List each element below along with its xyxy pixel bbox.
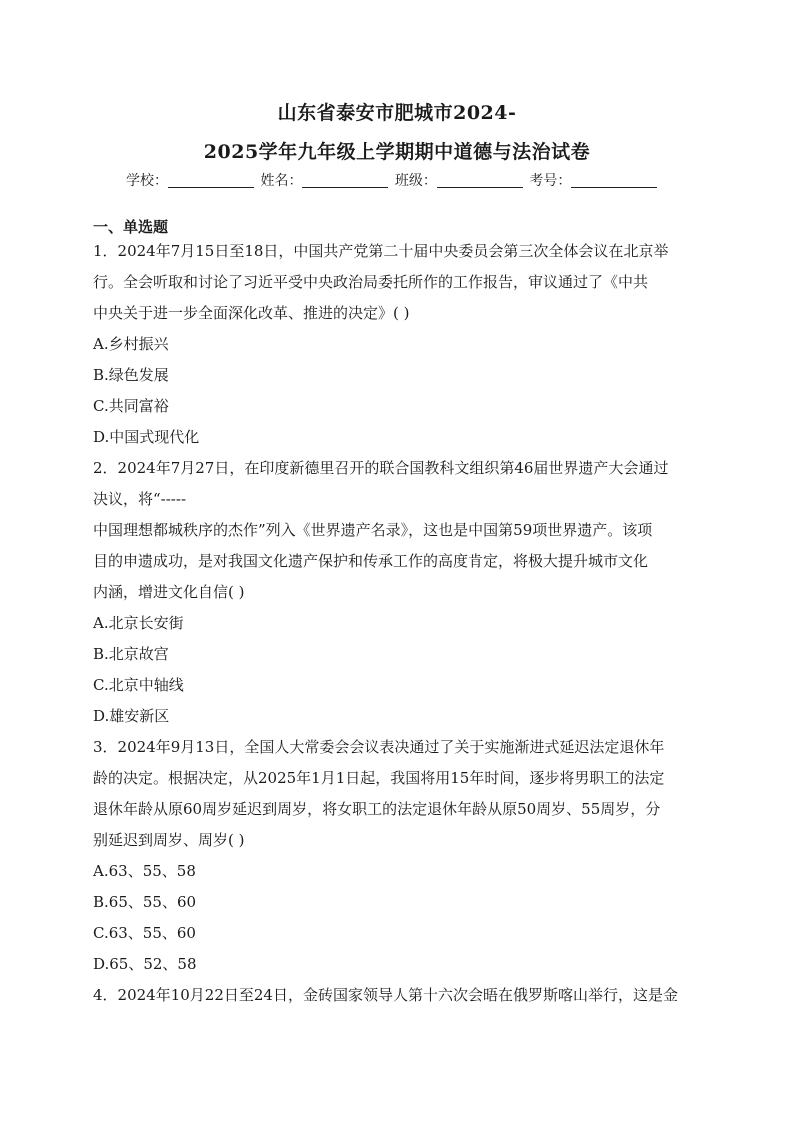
question-1	[93, 236, 705, 453]
class-label: 班级：	[394, 173, 437, 189]
question-line: 4．2024年10月22日至24日，金砖国家领导人第十六次会晤在俄罗斯喀山举行，这是金	[93, 986, 678, 1004]
exam-title-line2: 2025学年九年级上学期期中道德与法治试卷	[203, 141, 591, 163]
question-line: 决议，将“-----	[93, 490, 187, 508]
question-list	[93, 236, 705, 1011]
option-a: A.乡村振兴	[93, 335, 169, 353]
question-2	[93, 453, 705, 732]
question-line: 行。全会听取和讨论了习近平受中央政治局委托所作的工作报告，审议通过了《中共	[93, 273, 649, 291]
option-b: B.65、55、60	[93, 893, 197, 911]
option-c: C.北京中轴线	[93, 676, 184, 694]
option-d: D.雄安新区	[93, 707, 170, 725]
option-b: B.绿色发展	[93, 366, 169, 384]
question-4	[93, 980, 705, 1011]
question-line: 中央关于进一步全面深化改革、推进的决定》( )	[93, 304, 410, 322]
question-line: 中国理想都城秩序的杰作”列入《世界遗产名录》，这也是中国第59项世界遗产。该项	[93, 521, 653, 539]
school-label: 学校：	[126, 173, 168, 189]
section-heading: 一、单选题	[93, 218, 169, 236]
exam-title-line1: 山东省泰安市肥城市2024-	[277, 102, 517, 124]
name-blank	[302, 173, 388, 188]
name-label: 姓名：	[260, 173, 303, 189]
option-a: A.北京长安街	[93, 614, 184, 632]
student-info-row	[126, 170, 659, 190]
option-a: A.63、55、58	[93, 862, 196, 880]
question-line: 目的申遗成功，是对我国文化遗产保护和传承工作的高度肯定，将极大提升城市文化	[93, 552, 649, 570]
question-line: 3．2024年9月13日，全国人大常委会会议表决通过了关于实施渐进式延迟法定退休年	[93, 738, 665, 756]
exam-number-blank	[571, 173, 657, 188]
school-blank	[168, 173, 254, 188]
question-line: 内涵，增进文化自信( )	[93, 583, 245, 601]
option-d: D.中国式现代化	[93, 428, 200, 446]
option-d: D.65、52、58	[93, 955, 197, 973]
question-line: 别延迟到周岁、周岁( )	[93, 831, 245, 849]
option-c: C.63、55、60	[93, 924, 196, 942]
option-b: B.北京故宫	[93, 645, 169, 663]
question-3	[93, 732, 705, 980]
exam-number-label: 考号：	[529, 173, 572, 189]
class-blank	[437, 173, 523, 188]
question-line: 2．2024年7月27日，在印度新德里召开的联合国教科文组织第46届世界遗产大会通过	[93, 459, 669, 477]
question-line: 退休年龄从原60周岁延迟到周岁，将女职工的法定退休年龄从原50周岁、55周岁，分	[93, 800, 661, 818]
question-line: 龄的决定。根据决定，从2025年1月1日起，我国将用15年时间，逐步将男职工的法定	[93, 769, 665, 787]
option-c: C.共同富裕	[93, 397, 169, 415]
question-line: 1．2024年7月15日至18日，中国共产党第二十届中央委员会第三次全体会议在北京举	[93, 242, 669, 260]
